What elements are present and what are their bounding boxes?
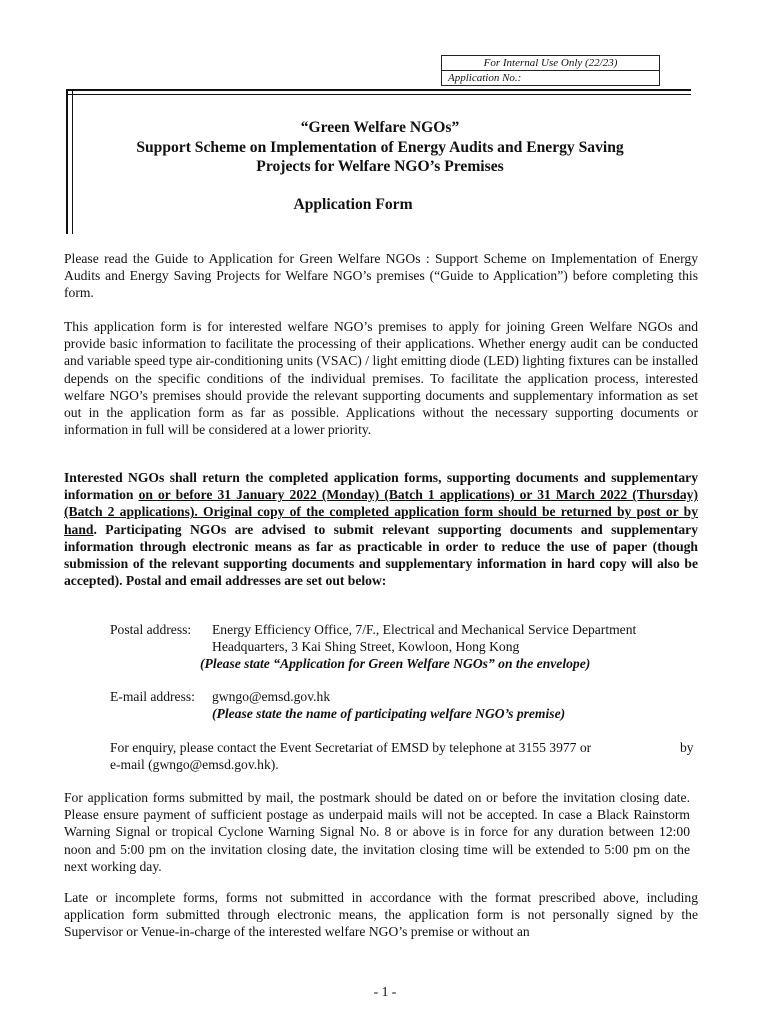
purpose-paragraph: This application form is for interested welfare NGO’s premises to apply for joining Green Welfare NGOs and provide basic information to facilitate the processing of their applications. Whether energy audit can be conducted and variable speed type air-conditioning units (VSAC) / light emitting diode (LED) lighting fixtures can be installed depends on the specific conditions of the individual premises. To facilitate the application process, interested welfare NGO’s premises should provide the relevant supporting documents and supplementary information as set out in the application form as far as possible. Applications without the necessary supporting documents or information in full will be considered at a lower priority.	[64, 319, 698, 438]
document-title	[80, 118, 680, 177]
title-line-2: Support Scheme on Implementation of Energy Audits and Energy Saving	[136, 138, 624, 156]
title-line-3: Projects for Welfare NGO’s Premises	[256, 158, 504, 175]
enquiry-line-1: For enquiry, please contact the Event Secretariat of EMSD by telephone at 3155 3977 or	[110, 740, 592, 755]
title-frame-top-border	[67, 89, 691, 95]
internal-use-box	[441, 55, 660, 86]
title-line-1: “Green Welfare NGOs”	[300, 119, 460, 136]
postal-address-label: Postal address:	[110, 622, 192, 637]
email-address-link[interactable]: gwngo@emsd.gov.hk	[212, 689, 331, 704]
title-frame-left-border	[66, 89, 73, 234]
late-forms-paragraph: Late or incomplete forms, forms not submitted in accordance with the format prescribed above, including application form submitted through electronic means, the application form is not personally signed by the Supervisor or Venue-in-charge of the interested welfare NGO’s premise or without an	[64, 890, 698, 940]
deadline-text-part3: . Participating NGOs are advised to submit relevant supporting documents and supplementary information through electronic means as far as practicable in order to reduce the use of paper (though submission of the relevant supporting documents and supplementary information in hard copy will also be accepted). Postal and email addresses are set out below:	[64, 521, 698, 589]
mail-postmark-paragraph: For application forms submitted by mail, the postmark should be dated on or before the invitation closing date. Please ensure payment of sufficient postage as underpaid mails will not be accepted. In case a Black Rainstorm Warning Signal or tropical Cyclone Warning Signal No. 8 or above is in force for any duration between 12:00 noon and 5:00 pm on the invitation closing date, the invitation closing time will be extended to 5:00 pm on the next working day.	[64, 790, 690, 874]
application-number-label: Application No.:	[448, 72, 522, 84]
postal-envelope-note: (Please state “Application for Green Welfare NGOs” on the envelope)	[200, 656, 591, 671]
intro-paragraph: Please read the Guide to Application for Green Welfare NGOs : Support Scheme on Implementation of Energy Audits and Energy Saving Projects for Welfare NGO’s premises (“Guide to Application”) before completing this form.	[64, 251, 698, 301]
page-number: - 1 -	[373, 984, 397, 999]
enquiry-by: by	[680, 740, 694, 755]
form-title: Application Form	[293, 196, 413, 213]
email-address-label: E-mail address:	[110, 689, 195, 704]
deadline-dates-underlined: on or before 31 January 2022 (Monday) (Batch 1 applications) or 31 March 2022 (Thursday) (Batch 2 applications). Original copy of the completed application form should be returned by post or by hand	[64, 487, 698, 537]
deadline-paragraph	[64, 469, 698, 589]
deadline-text-part1: Interested NGOs shall return the completed application forms, supporting documents and supplementary information	[64, 470, 698, 503]
postal-address-line-2: Headquarters, 3 Kai Shing Street, Kowloon, Hong Kong	[212, 639, 520, 654]
email-note: (Please state the name of participating welfare NGO’s premise)	[212, 706, 566, 721]
internal-use-label: For Internal Use Only (22/23)	[442, 56, 659, 71]
enquiry-line-2: e-mail (gwngo@emsd.gov.hk).	[110, 757, 279, 772]
postal-address-line-1: Energy Efficiency Office, 7/F., Electrical and Mechanical Service Department	[212, 622, 637, 637]
